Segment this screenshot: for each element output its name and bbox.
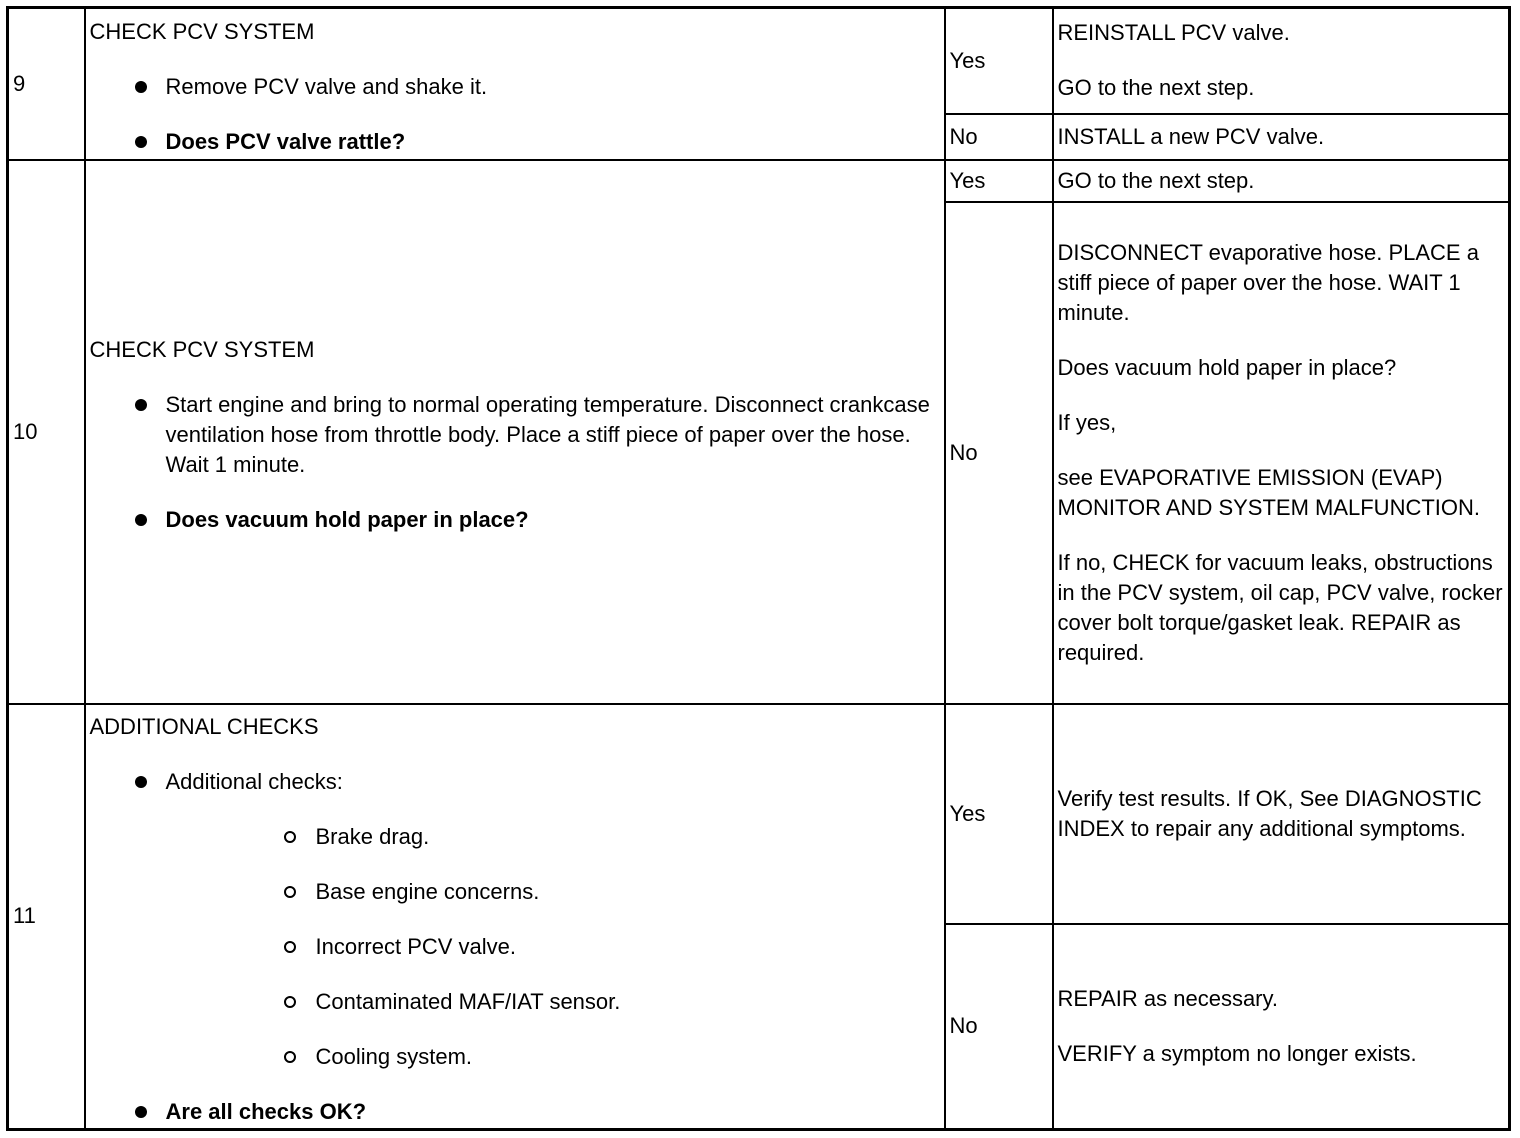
step-question: Does PCV valve rattle? [90, 127, 944, 157]
step-number: 9 [8, 8, 85, 160]
step-10-row [8, 160, 1510, 202]
sub-check-list [166, 822, 944, 1072]
sub-check-item: Cooling system. [166, 1042, 944, 1072]
step-question: Are all checks OK? [90, 1097, 944, 1127]
result-label: Yes [945, 8, 1053, 114]
step-title: ADDITIONAL CHECKS [89, 713, 319, 739]
action-line: VERIFY a symptom no longer exists. [1057, 1040, 1417, 1066]
step-11-row [8, 704, 1510, 924]
result-label: No [945, 114, 1053, 160]
action-bullet-text: Additional checks: [165, 768, 343, 794]
action-list [90, 767, 944, 1127]
test-step-cell [85, 704, 945, 1130]
action-line: Verify test results. If OK, See DIAGNOSTIC INDEX to repair any additional symptoms. [1057, 785, 1482, 841]
step-title: CHECK PCV SYSTEM [89, 18, 315, 44]
step-number: 11 [8, 704, 85, 1130]
step-title: CHECK PCV SYSTEM [89, 336, 315, 362]
action-to-take [1053, 160, 1510, 202]
action-line: If yes, [1057, 409, 1117, 435]
test-step-cell [85, 8, 945, 160]
action-to-take [1053, 114, 1510, 160]
action-line: GO to the next step. [1057, 75, 1255, 101]
action-bullet [90, 767, 944, 1072]
action-bullet: Remove PCV valve and shake it. [90, 72, 944, 102]
diagnostic-table [6, 6, 1511, 1131]
step-9-row [8, 8, 1510, 114]
action-line: Does vacuum hold paper in place? [1057, 354, 1397, 380]
action-to-take [1053, 8, 1510, 114]
result-label: Yes [945, 160, 1053, 202]
step-question: Does vacuum hold paper in place? [90, 505, 944, 535]
action-line: INSTALL a new PCV valve. [1057, 123, 1325, 149]
sub-check-item: Incorrect PCV valve. [166, 932, 944, 962]
action-line: REINSTALL PCV valve. [1057, 20, 1290, 46]
sub-check-item: Contaminated MAF/IAT sensor. [166, 987, 944, 1017]
test-step-cell [85, 160, 945, 704]
step-number: 10 [8, 160, 85, 704]
result-label: No [945, 924, 1053, 1130]
action-to-take [1053, 924, 1510, 1130]
action-line: see EVAPORATIVE EMISSION (EVAP) MONITOR AND SYSTEM MALFUNCTION. [1057, 464, 1481, 520]
action-line: If no, CHECK for vacuum leaks, obstructions in the PCV system, oil cap, PCV valve, rocker cover bolt torque/gasket leak. REPAIR as required. [1057, 549, 1503, 665]
result-label: No [945, 202, 1053, 704]
action-to-take [1053, 202, 1510, 704]
sub-check-item: Base engine concerns. [166, 877, 944, 907]
action-bullet: Start engine and bring to normal operating temperature. Disconnect crankcase ventilation hose from throttle body. Place a stiff piece of paper over the hose. Wait 1 minute. [90, 390, 944, 480]
action-line: REPAIR as necessary. [1057, 985, 1278, 1011]
sub-check-item: Brake drag. [166, 822, 944, 852]
result-label: Yes [945, 704, 1053, 924]
action-to-take [1053, 704, 1510, 924]
action-list [90, 72, 944, 157]
action-line: DISCONNECT evaporative hose. PLACE a stiff piece of paper over the hose. WAIT 1 minute. [1057, 239, 1479, 325]
action-list [90, 390, 944, 535]
action-line: GO to the next step. [1057, 167, 1255, 193]
